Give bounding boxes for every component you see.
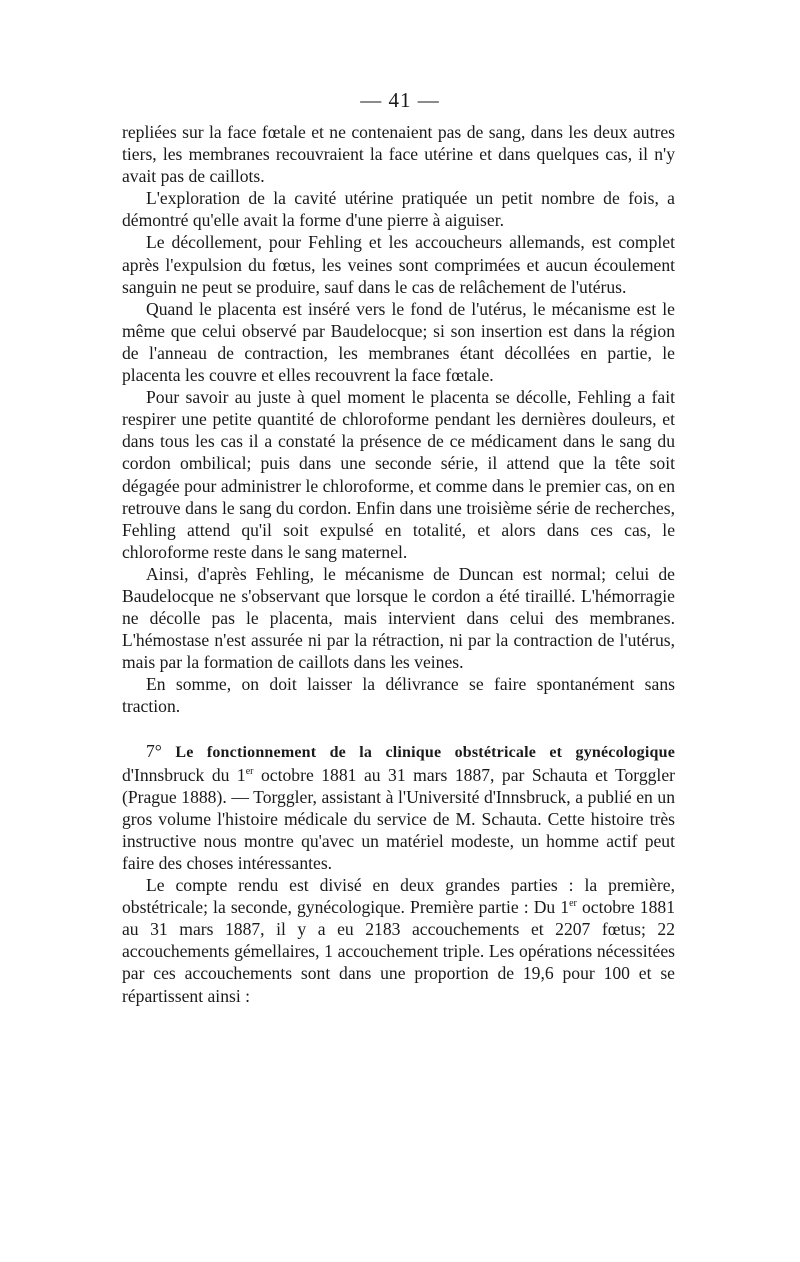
section-text: d'Innsbruck du 1 [122, 764, 246, 785]
ordinal-superscript: er [569, 898, 577, 910]
paragraph: L'exploration de la cavité utérine pratiquée un petit nombre de fois, a démontré qu'elle avait la forme d'une pierre à aiguiser. [122, 188, 675, 231]
paragraph: Quand le placenta est inséré vers le fond de l'utérus, le mécanisme est le même que celui observé par Baudelocque; si son insertion est dans la région de l'anneau de contraction, les membranes étant décollées en partie, le placenta les couvre et elles recouvrent la face fœtale. [122, 298, 675, 386]
ordinal-superscript: er [245, 765, 254, 777]
paragraph: repliées sur la face fœtale et ne contenaient pas de sang, dans les deux autres tiers, les membranes recouvraient la face utérine et dans quelques cas, il n'y avait pas de caillots. [122, 122, 675, 187]
section-7-paragraph-2 [122, 874, 675, 1007]
section-heading: Le fonctionnement de la clinique obstétricale et gynécologique [175, 743, 675, 761]
section-text: octobre 1881 au 31 mars 1887, par Schauta et Torggler (Prague 1888). — Torggler, assistant à l'Université d'Innsbruck, a publié en un gros volume l'histoire médicale du service de M. Schauta. Cette histoire très instructive nous montre qu'avec un matériel modeste, un homme actif peut faire des choses intéressantes. [122, 764, 675, 873]
section-text: Le compte rendu est divisé en deux grandes parties : la première, obstétricale; la seconde, gynécologique. Première partie : Du 1 [122, 875, 675, 918]
paragraph: Ainsi, d'après Fehling, le mécanisme de Duncan est normal; celui de Baudelocque ne s'observant que lorsque le cordon a été tiraillé. L'hémorragie ne décolle pas le placenta, mais intervient dans celui des membranes. L'hémostase n'est assurée ni par la rétraction, ni par la contraction de l'utérus, mais par la formation de caillots dans les veines. [122, 563, 675, 673]
section-divider-space [122, 718, 675, 740]
section-7-paragraph [122, 740, 675, 875]
page-number: — 41 — [360, 88, 440, 112]
paragraph: Pour savoir au juste à quel moment le placenta se décolle, Fehling a fait respirer une petite quantité de chloroforme pendant les dernières douleurs, et dans tous les cas il a constaté la présence de ce médicament dans le sang du cordon ombilical; puis dans une seconde série, il attend que la tête soit dégagée pour administrer le chloroforme, et comme dans le premier cas, on en retrouve dans le sang du cordon. Enfin dans une troisième série de recherches, Fehling attend qu'il soit expulsé en totalité, et alors dans ces cas, le chloroforme reste dans le sang maternel. [122, 387, 675, 562]
body-text [122, 121, 675, 1007]
section-number: 7° [146, 740, 176, 761]
paragraph: En somme, on doit laisser la délivrance se faire spontanément sans traction. [122, 674, 675, 717]
paragraph: Le décollement, pour Fehling et les accoucheurs allemands, est complet après l'expulsion du fœtus, les veines sont comprimées et aucun écoulement sanguin ne peut se produire, sauf dans le cas de relâchement de l'utérus. [122, 232, 675, 297]
section-text: octobre 1881 au 31 mars 1887, il y a eu 2183 accouchements et 2207 fœtus; 22 accouchements gémellaires, 1 accouchement triple. Les opérations nécessitées par ces accouchements sont dans une proportion de 19,6 pour 100 et se répartissent ainsi : [122, 897, 675, 1006]
